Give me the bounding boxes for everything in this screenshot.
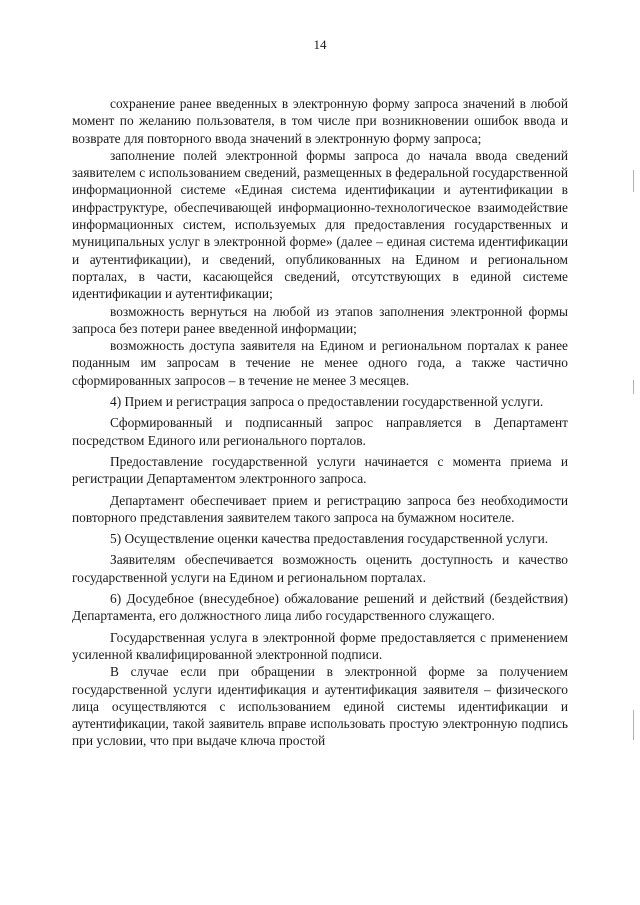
paragraph-item-5-heading: 5) Осуществление оценки качества предоставления государственной услуги. — [110, 531, 549, 547]
paragraph-service-start: Предоставление государственной услуги начинается с момента приема и регистрации Департаментом электронного запроса. — [72, 453, 568, 487]
scan-edge-mark — [633, 170, 634, 192]
paragraph-return-to-step: возможность вернуться на любой из этапов заполнения электронной формы запроса без потери ранее введенной информации; — [72, 303, 568, 336]
paragraph-form-values: сохранение ранее введенных в электронную форму запроса значений в любой момент по желанию пользователя, в том числе при возникновении ошибок ввода и возврате для повторного ввода значений в электронную форму запроса; — [72, 96, 568, 146]
document-body — [72, 95, 568, 750]
paragraph-registration: Департамент обеспечивает прием и регистрацию запроса без необходимости повторного представления заявителем такого запроса на бумажном носителе. — [72, 492, 568, 525]
scan-edge-mark — [633, 710, 634, 740]
paragraph-item-4-heading: 4) Прием и регистрация запроса о предоставлении государственной услуги. — [110, 394, 544, 410]
paragraph-simple-signature: В случае если при обращении в электронной форме за получением государственной услуги идентификация и аутентификация заявителя – физического лица осуществляются с использованием единой системы идентификации и аутентификации, такой заявитель вправе использовать простую электронную подпись при условии, что при выдаче ключа простой — [72, 664, 568, 749]
paragraph-request-access: возможность доступа заявителя на Едином и региональном порталах к ранее поданным им запросам в течение не менее одного года, а также частично сформированных запросов – в течение не менее 3 месяцев. — [72, 338, 568, 388]
scan-edge-mark — [633, 380, 634, 394]
paragraph-qualified-signature: Государственная услуга в электронной форме предоставляется с применением усиленной квалифицированной электронной подписи. — [72, 629, 568, 662]
page-number: 14 — [313, 37, 327, 52]
paragraph-item-6-heading: 6) Досудебное (внесудебное) обжалование решений и действий (бездействия) Департамента, его должностного лица либо государственного служащего. — [72, 591, 568, 624]
paragraph-request-sent: Сформированный и подписанный запрос направляется в Департамент посредством Единого или регионального порталов. — [72, 415, 568, 448]
paragraph-form-autofill: заполнение полей электронной формы запроса до начала ввода сведений заявителем с использованием сведений, размещенных в федеральной государственной информационной системе «Единая система идентификации и аутентификации в инфраструктуре, обеспечивающей информационно-технологическое взаимодействие информационных систем, используемых для предоставления государственных и муниципальных услуг в электронной форме» (далее – единая система идентификации и аутентификации), и сведений, опубликованных на Едином и региональном порталах, в части, касающейся сведений, отсутствующих в единой системе идентификации и аутентификации; — [72, 147, 568, 302]
paragraph-quality-assessment: Заявителям обеспечивается возможность оценить доступность и качество государственной услуги на Едином и региональном порталах. — [72, 552, 568, 585]
